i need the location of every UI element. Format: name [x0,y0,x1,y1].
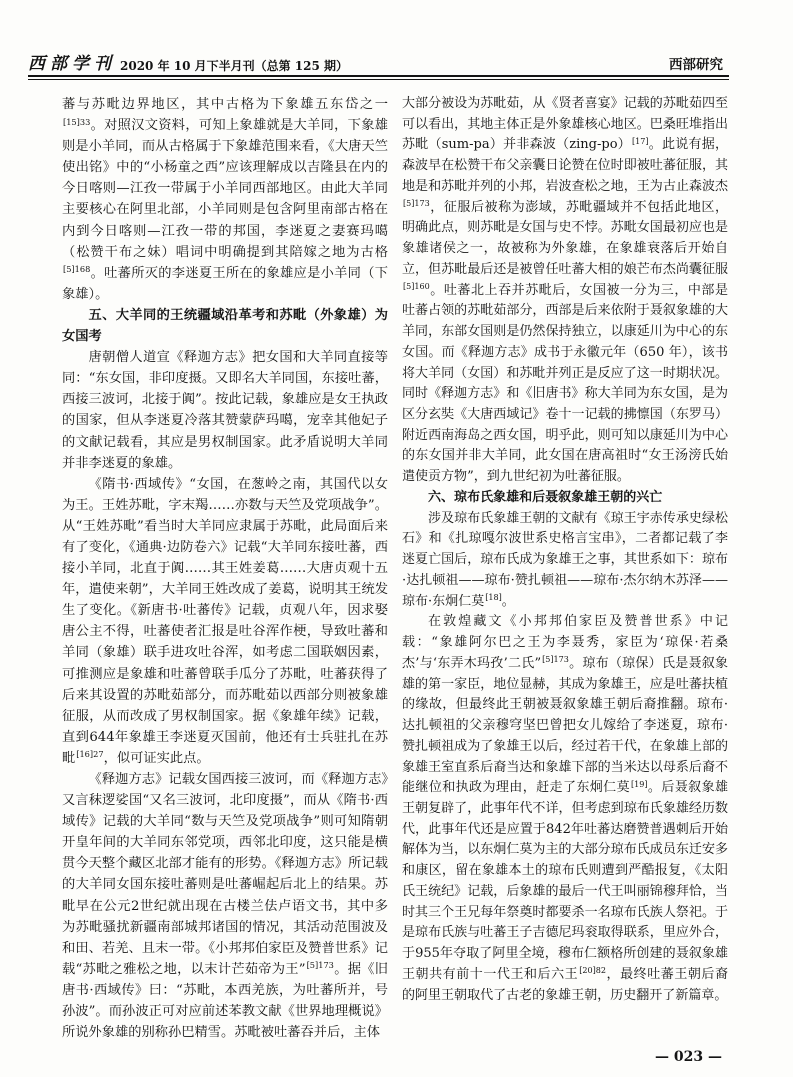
right-lead-paragraph [402,94,728,488]
citation-superscript: [18] [485,593,502,603]
body-paragraph [402,509,728,613]
citation-superscript: [5]173 [402,199,430,209]
body-paragraph [62,769,388,1043]
body-paragraph [62,347,388,474]
citation-superscript: [16]27 [76,749,104,760]
text-run: 。据《旧唐书·西域传》曰：“苏毗，本西羌族，为吐蕃所并，号孙波”。而孙波正可对应前述苯教文献《世界地理概说》所说外象雄的别称孙巴精雪。苏毗被吐蕃吞并后，主体 [62,961,388,1041]
text-run: ，征服后被称为澎域，苏毗疆域并不包括此地区，明确此点，则苏毗是女国与史不悖。苏毗女国最初应也是象雄诸侯之一，故被称为外象雄，在象雄衰落后开始自立，但苏毗最后还是被曾任吐蕃大相的娘芒布杰尚囊征服 [402,199,728,277]
text-run: 。琼布（琼保）氏是聂叙象雄的第一家臣，地位显赫，其成为象雄王，应是吐蕃扶植的缘故，但最终此王朝被聂叙象雄王朝后裔推翻。琼布·达扎顿祖的父亲穆穹坚巴曾把女儿嫁给了李迷夏，琼布·赞扎顿祖成为了象雄王以后，经过若干代，在象雄上部的象雄王室直系后裔当达和象雄下部的当米达以母系后裔不能继位和执政为理由，赶走了东炯仁莫 [402,655,728,796]
left-column [62,94,388,1049]
citation-superscript: [5]168 [62,264,91,275]
text-run: 。后聂叙象雄王朝复辟了，此事年代不详，但考虑到琼布氏象雄经历数代，此事年代还是应置于842年吐蕃达磨赞普遇刺后开始解体为当，以东炯仁莫为主的大部分琼布氏成员东迁安多和康区，留在象雄本土的琼布氏则遭到严酷报复，《太阳氏王统纪》记载，后象雄的最后一代王叫丽锦穆拜恰，当时其三个王兄每年祭奠时都要杀一名琼布氏族人祭祀。于是琼布氏族与吐蕃王子吉德尼玛衮取得联系，里应外合，于955年夺取了阿里全境，穆布仁额格所创建的聂叙象雄王朝共有前十一代王和后六王 [402,780,728,982]
text-run: 在敦煌藏文《小邦邦伯家臣及赞普世系》中记载：“象雄阿尔巴之王为李聂秀，家臣为‘琼保·若桑杰’与‘东弄木玛孜’二氏” [402,614,728,671]
text-run: ，似可证实此点。 [103,750,210,766]
text-run: 唐朝僧人道宣《释迦方志》把女国和大羊同直接等同：“东女国，非印度摄。又即名大羊同国，东接吐蕃，西接三波诃，北接于阗”。按此记载，象雄应是女王执政的国家，但从李迷夏冷落其赞蒙萨玛噶，宠幸其他妃子的文献记载看，其应是男权制国家。此矛盾说明大羊同并非李迷夏的象雄。 [62,350,388,471]
header-rule-thin [28,79,729,80]
left-lead-paragraph [62,94,388,305]
text-run: 。吐蕃北上吞并苏毗后，女国被一分为三，中部是吐蕃占领的苏毗茹部分，西部是后来依附于聂叙象雄的大羊同，东部女国则是仍然保持独立，以康延川为中心的东女国。而《释迦方志》成书于永徽元年（650 年），该书将大羊同（女国）和苏毗并列正是反应了这一时期状况。同时《释迦方志》和《旧唐书》称大羊同为东女国，是为区分玄奘《大唐西域记》卷十一记载的拂懔国（东罗马）附近西南海岛之西女国，明乎此，则可知以康延川为中心的东女国并非大羊同，此女国在唐高祖时“女王汤滂氏始遣使贡方物”，到九世纪初为吐蕃征服。 [402,282,728,485]
section-5-heading: 五、大羊同的王统疆域沿革考和苏毗（外象雄）为女国考 [62,307,388,345]
citation-superscript: [5]173 [542,655,569,665]
right-column [402,94,728,1049]
citation-superscript: [5]173 [306,960,334,971]
text-run: 《释迦方志》记载女国西接三波诃，而《释迦方志》又言秣逻娑国“又名三波诃，北印度摄”，而从《隋书·西域传》记载的大羊同“数与天竺及党项战争”则可知隋朝开皇年间的大羊同东邻党项，西邻北印度，这只能是横贯今天整个藏区北部才能有的形势。《释迦方志》所记载的大羊同女国东接吐蕃则是吐蕃崛起后北上的结果。苏毗早在公元2世纪就出现在古楼兰佉卢语文书，其中多为苏毗骚扰新疆南部城邦诸国的情况，其活动范围波及和田、若羌、且末一带。《小邦邦伯家臣及赞普世系》记载“苏毗之雅松之地，以末计芒茹帝为王” [62,772,388,977]
text-run: 大部分被设为苏毗茹，从《贤者喜宴》记载的苏毗茹四至可以看出，其地主体正是外象雄核心地区。巴桑旺堆指出苏毗（sum-pa）并非森波（zing-po） [402,96,728,153]
citation-superscript: [19] [630,779,648,789]
body-paragraph [402,612,728,1006]
body-paragraph [62,474,388,769]
citation-superscript: [17] [632,137,649,147]
text-run: 。吐蕃所灭的李迷夏王所在的象雄应是小羊同（下象雄）。 [62,265,388,302]
page-number: — 023 — [655,1049,722,1065]
citation-superscript: [20]82 [579,966,606,976]
section-6-heading: 六、琼布氏象雄和后聂叙象雄王朝的兴亡 [428,489,663,505]
header-rule-thick [28,75,729,77]
section-label: 西部研究 [669,57,723,73]
text-run: 《隋书·西域传》“女国，在葱岭之南，其国代以女为王。王姓苏毗，字末羯……亦数与天竺及党项战争”。从“王姓苏毗”看当时大羊同应隶属于苏毗，此局面后来有了变化，《通典·边防卷六》记载“大羊同东接吐蕃，西接小羊同，北直于阗……其王姓姜葛……大唐贞观十五年，遣使来朝”，大羊同王姓改成了姜葛，说明其王统发生了变化。《新唐书·吐蕃传》记载，贞观八年，因求娶唐公主不得，吐蕃使者汇报是吐谷浑作梗，导致吐蕃和羊同（象雄）联手进攻吐谷浑，如考虑二国联姻因素，可推测应是象雄和吐蕃曾联手瓜分了苏毗，吐蕃获得了后来其设置的苏毗茹部分，而苏毗茹以西部分则被象雄征服，从而改成了男权制国家。据《象雄年续》记载，直到644年象雄王李迷夏灭国前，他还有士兵驻扎在苏毗 [62,476,388,766]
journal-logo: 西部学刊 [28,54,116,74]
text-run: 。此说有据，森波早在松赞干布父亲囊日论赞在位时即被吐蕃征服，其地是和苏毗并列的小邦，岩波查松之地，王为古止森波杰 [402,137,728,194]
text-run: 。对照汉文资料，可知上象雄就是大羊同，下象雄则是小羊同，而从古格属于下象雄范围来看，《大唐天竺使出铭》中的“小杨童之西”应该理解成以吉隆县在内的今日喀则—江孜一带属于小羊同西部地区。由此大羊同主要核心在阿里北部，小羊同则是包含阿里南部古格在内到今日喀则—江孜一带的邦国，李迷夏之妻赛玛噶（松赞干布之妹）唱词中明确提到其陪嫁之地为古格 [62,118,388,260]
citation-superscript: [15]33 [62,116,91,127]
issue-info: 2020 年 10 月下半月刊（总第 125 期） [120,59,349,73]
right-body-paragraphs [402,509,728,1007]
left-body-paragraphs [62,347,388,1043]
citation-superscript: [5]160 [402,282,430,292]
text-run: 涉及琼布氏象雄王朝的文献有《琼王宇赤传承史绿松石》和《扎琼嘎尔波世系史格言宝串》，二者都记载了李迷夏亡国后，琼布氏成为象雄王之事，其世系如下：琼布·达扎顿祖——琼布·赞扎顿祖——琼布·杰尔纳木苏泽——琼布·东炯仁莫 [402,510,728,609]
text-run: ，最终吐蕃王朝后裔的阿里王朝取代了古老的象雄王朝，历史翻开了新篇章。 [402,966,728,1003]
text-run: 蕃与苏毗边界地区，其中古格为下象雄五东岱之一 [62,97,388,112]
text-run: 。 [501,593,515,609]
